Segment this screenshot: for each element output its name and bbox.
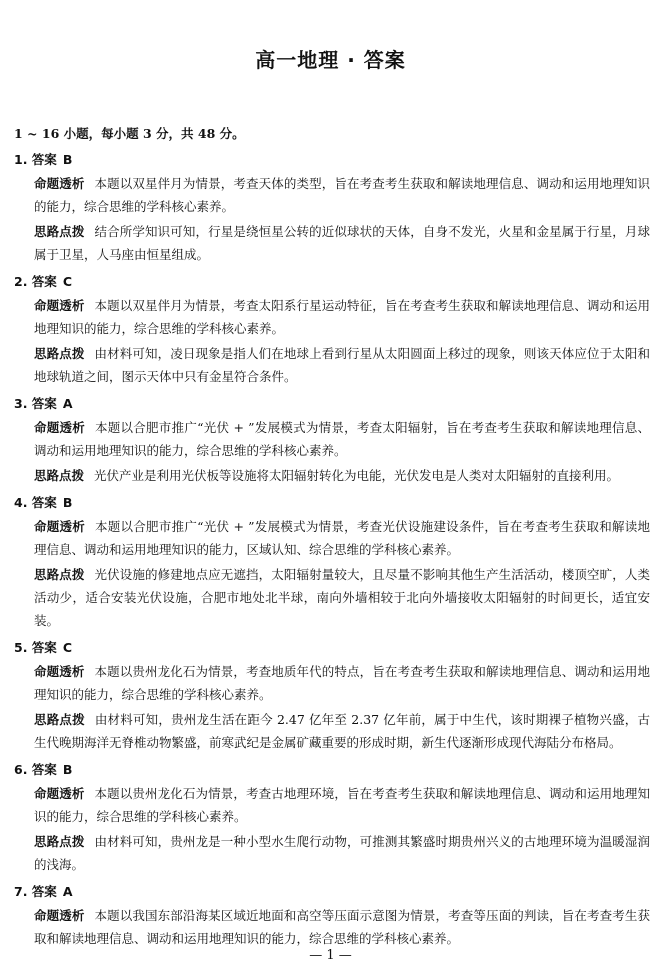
hint-label: 思路点拨	[34, 468, 85, 483]
question-number: 2. 答案	[14, 274, 57, 289]
question-number: 4. 答案	[14, 495, 57, 510]
page-number: — 1 —	[309, 948, 352, 963]
question-number: 7. 答案	[14, 884, 57, 899]
hint-paragraph	[34, 830, 650, 876]
question-block	[14, 272, 650, 388]
hint-label: 思路点拨	[34, 567, 85, 582]
answer-letter: C	[62, 640, 72, 655]
question-number: 6. 答案	[14, 762, 57, 777]
hint-paragraph	[34, 342, 650, 388]
answer-letter: B	[62, 762, 73, 777]
question-number: 1. 答案	[14, 152, 57, 167]
analysis-paragraph	[34, 904, 650, 950]
analysis-label: 命题透析	[34, 519, 86, 534]
hint-text: 由材料可知，贵州龙生活在距今 2.47 亿年至 2.37 亿年前，属于中生代，该时期裸子植物兴盛，古生代晚期海洋无脊椎动物繁盛，前寒武纪是金属矿藏重要的形成时期，新生代逐渐形成现代海陆分布格局。	[34, 712, 650, 750]
hint-text: 由材料可知，贵州龙是一种小型水生爬行动物，可推测其繁盛时期贵州兴义的古地理环境为温暖湿润的浅海。	[34, 834, 650, 872]
hint-paragraph	[34, 708, 650, 754]
question-answer-line	[14, 394, 650, 414]
hint-paragraph	[34, 220, 650, 266]
analysis-text: 本题以我国东部沿海某区域近地面和高空等压面示意图为情景，考查等压面的判读，旨在考查考生获取和解读地理信息、调动和运用地理知识的能力，综合思维的学科核心素养。	[34, 908, 650, 946]
question-block	[14, 882, 650, 950]
question-list	[14, 150, 650, 950]
answer-letter: B	[62, 495, 73, 510]
question-block	[14, 493, 650, 632]
answer-letter: A	[62, 884, 73, 899]
hint-text: 结合所学知识可知，行星是绕恒星公转的近似球状的天体，自身不发光，火星和金星属于行星，月球属于卫星，人马座由恒星组成。	[34, 224, 650, 262]
analysis-paragraph	[34, 172, 650, 218]
analysis-label: 命题透析	[34, 420, 86, 435]
question-block	[14, 150, 650, 266]
question-number: 3. 答案	[14, 396, 57, 411]
hint-paragraph	[34, 563, 650, 632]
question-block	[14, 638, 650, 754]
page-title: 高一地理 · 答案	[255, 48, 406, 72]
question-number: 5. 答案	[14, 640, 57, 655]
analysis-label: 命题透析	[34, 298, 85, 313]
analysis-label: 命题透析	[34, 664, 85, 679]
analysis-text: 本题以双星伴月为情景，考查天体的类型，旨在考查考生获取和解读地理信息、调动和运用地理知识的能力，综合思维的学科核心素养。	[34, 176, 650, 214]
question-block	[14, 760, 650, 876]
analysis-text: 本题以合肥市推广“光伏 + ”发展模式为情景，考查太阳辐射，旨在考查考生获取和解读地理信息、调动和运用地理知识的能力，综合思维的学科核心素养。	[34, 420, 650, 458]
analysis-text: 本题以贵州龙化石为情景，考查地质年代的特点，旨在考查考生获取和解读地理信息、调动和运用地理知识的能力，综合思维的学科核心素养。	[34, 664, 650, 702]
question-answer-line	[14, 882, 650, 902]
hint-label: 思路点拨	[34, 712, 85, 727]
answer-content	[14, 124, 650, 950]
analysis-label: 命题透析	[34, 786, 85, 801]
analysis-paragraph	[34, 294, 650, 340]
analysis-label: 命题透析	[34, 908, 85, 923]
analysis-paragraph	[34, 416, 650, 462]
hint-label: 思路点拨	[34, 834, 85, 849]
answer-letter: B	[62, 152, 73, 167]
answer-letter: C	[62, 274, 72, 289]
hint-text: 光伏设施的修建地点应无遮挡，太阳辐射量较大，且尽量不影响其他生产生活活动，楼顶空旷，人类活动少，适合安装光伏设施，合肥市地处北半球，南向外墙相较于北向外墙接收太阳辐射的时间更长，适宜安装。	[34, 567, 650, 628]
question-answer-line	[14, 272, 650, 292]
hint-text: 光伏产业是利用光伏板等设施将太阳辐射转化为电能，光伏发电是人类对太阳辐射的直接利用。	[94, 468, 620, 483]
analysis-paragraph	[34, 515, 650, 561]
question-answer-line	[14, 150, 650, 170]
analysis-label: 命题透析	[34, 176, 85, 191]
hint-label: 思路点拨	[34, 346, 85, 361]
hint-label: 思路点拨	[34, 224, 85, 239]
question-block	[14, 394, 650, 487]
analysis-text: 本题以贵州龙化石为情景，考查古地理环境，旨在考查考生获取和解读地理信息、调动和运用地理知识的能力，综合思维的学科核心素养。	[34, 786, 650, 824]
analysis-paragraph	[34, 660, 650, 706]
hint-text: 由材料可知，凌日现象是指人们在地球上看到行星从太阳圆面上移过的现象，则该天体应位于太阳和地球轨道之间，图示天体中只有金星符合条件。	[34, 346, 650, 384]
section-intro: 1 ~ 16 小题，每小题 3 分，共 48 分。	[14, 126, 245, 141]
analysis-text: 本题以双星伴月为情景，考查太阳系行星运动特征，旨在考查考生获取和解读地理信息、调动和运用地理知识的能力，综合思维的学科核心素养。	[34, 298, 650, 336]
analysis-paragraph	[34, 782, 650, 828]
question-answer-line	[14, 493, 650, 513]
answer-letter: A	[62, 396, 73, 411]
question-answer-line	[14, 638, 650, 658]
hint-paragraph	[34, 464, 650, 487]
question-answer-line	[14, 760, 650, 780]
analysis-text: 本题以合肥市推广“光伏 + ”发展模式为情景，考查光伏设施建设条件，旨在考查考生获取和解读地理信息、调动和运用地理知识的能力，区域认知、综合思维的学科核心素养。	[34, 519, 650, 557]
